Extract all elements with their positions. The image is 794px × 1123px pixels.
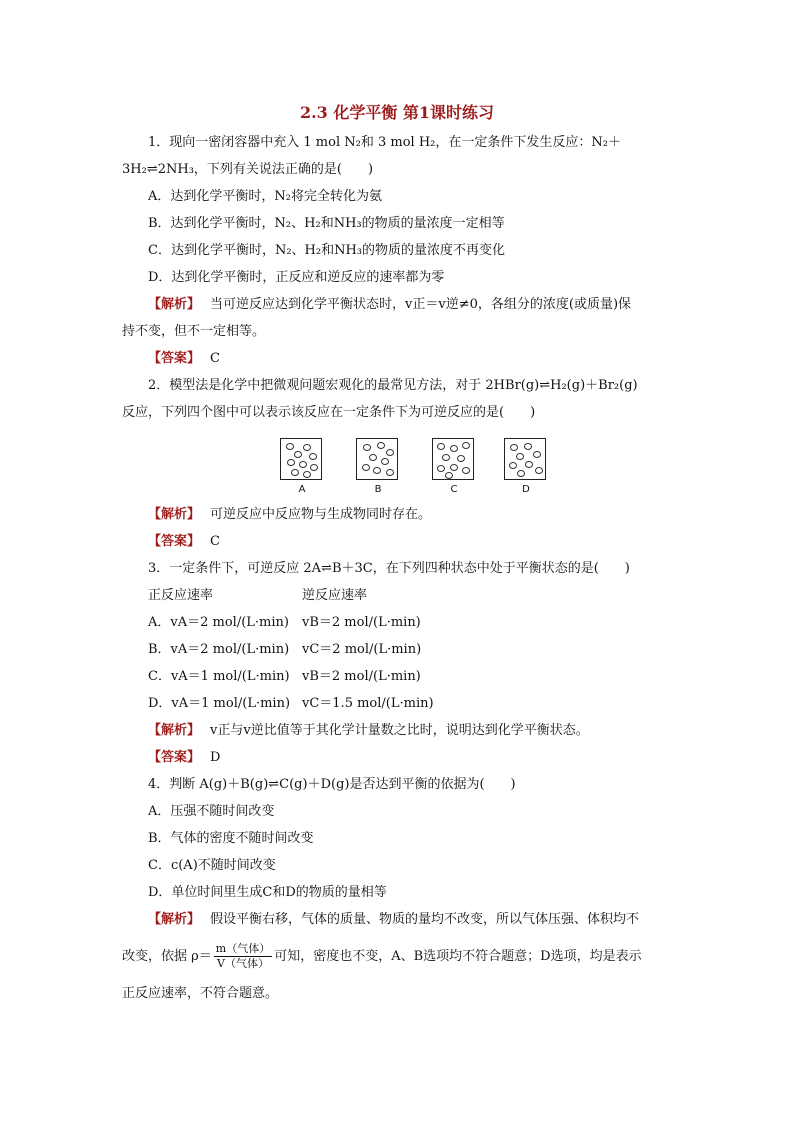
answer-tag: 【答案】: [148, 534, 201, 549]
figure-box: [280, 438, 322, 480]
q1-option-b: B．达到化学平衡时，N₂、H₂和NH₃的物质的量浓度一定相等: [148, 216, 505, 231]
q3-answer: [148, 749, 220, 767]
figure-label: B: [374, 484, 382, 495]
answer-value: C: [210, 351, 220, 366]
q1-analysis-cont: 持不变，但不一定相等。: [122, 324, 266, 339]
analysis-tag: 【解析】: [148, 507, 201, 522]
figure-box: [504, 438, 546, 480]
fraction-denominator: V（气体）: [217, 957, 269, 970]
analysis-text-post: 可知，密度也不变，A、B选项均不符合题意；D选项，均是表示: [274, 949, 642, 964]
q1-analysis: [148, 296, 631, 314]
q1-option-a: A．达到化学平衡时，N₂将完全转化为氨: [148, 189, 382, 204]
figure-box: [432, 438, 474, 480]
q4-analysis: [148, 911, 639, 929]
figure-label: A: [298, 484, 306, 495]
page-title: 2.3 化学平衡 第1课时练习: [299, 103, 495, 122]
analysis-text: 可逆反应中反应物与生成物同时存在。: [210, 507, 432, 522]
density-fraction: [214, 942, 272, 971]
q4-option-d: D．单位时间里生成C和D的物质的量相等: [148, 885, 387, 900]
q3-option-b: B．vA＝2 mol/(L·min): [148, 642, 290, 657]
q3-option-b-reverse: vC＝2 mol/(L·min): [302, 642, 422, 657]
q4-option-b: B．气体的密度不随时间改变: [148, 831, 314, 846]
figure-label: C: [450, 484, 458, 495]
q1-stem-line2: 3H₂⇌2NH₃，下列有关说法正确的是( ): [122, 162, 374, 177]
analysis-tag: 【解析】: [148, 297, 201, 312]
fraction-numerator: m（气体）: [215, 942, 271, 955]
q3-header-reverse: 逆反应速率: [302, 588, 368, 603]
figure-box: [356, 438, 398, 480]
answer-tag: 【答案】: [148, 351, 201, 366]
analysis-text: 当可逆反应达到化学平衡状态时，v正＝v逆≠0，各组分的浓度(或质量)保: [210, 297, 632, 312]
q4-option-a: A．压强不随时间改变: [148, 804, 275, 819]
q4-analysis-end: 正反应速率，不符合题意。: [122, 986, 279, 1001]
analysis-text-pre: 改变，依据 ρ＝: [122, 949, 212, 964]
q3-option-d: D．vA＝1 mol/(L·min): [148, 696, 291, 711]
q3-option-a: A．vA＝2 mol/(L·min): [148, 615, 289, 630]
answer-tag: 【答案】: [148, 750, 201, 765]
q3-option-d-reverse: vC＝1.5 mol/(L·min): [302, 696, 434, 711]
q2-analysis: [148, 506, 431, 524]
analysis-tag: 【解析】: [148, 723, 201, 738]
analysis-tag: 【解析】: [148, 912, 201, 927]
q3-header-forward: 正反应速率: [148, 588, 214, 603]
q1-answer: [148, 350, 220, 368]
q4-analysis-cont: [122, 942, 642, 971]
q3-stem: 3．一定条件下，可逆反应 2A⇌B＋3C，在下列四种状态中处于平衡状态的是( ): [148, 561, 630, 576]
analysis-text: v正与v逆比值等于其化学计量数之比时，说明达到化学平衡状态。: [210, 723, 589, 738]
q3-option-a-reverse: vB＝2 mol/(L·min): [302, 615, 421, 630]
q3-option-c: C．vA＝1 mol/(L·min): [148, 669, 290, 684]
analysis-text: 假设平衡右移，气体的质量、物质的量均不改变，所以气体压强、体积均不: [210, 912, 640, 927]
q3-option-c-reverse: vB＝2 mol/(L·min): [302, 669, 421, 684]
q1-option-c: C．达到化学平衡时，N₂、H₂和NH₃的物质的量浓度不再变化: [148, 243, 506, 258]
q4-stem: 4．判断 A(g)＋B(g)⇌C(g)＋D(g)是否达到平衡的依据为( ): [148, 777, 516, 792]
q2-answer: [148, 533, 220, 551]
q4-option-c: C．c(A)不随时间改变: [148, 858, 276, 873]
q1-option-d: D．达到化学平衡时，正反应和逆反应的速率都为零: [148, 270, 445, 285]
q3-analysis: [148, 722, 589, 740]
q2-stem-line2: 反应，下列四个图中可以表示该反应在一定条件下为可逆反应的是( ): [122, 405, 536, 420]
q1-stem-line1: 1．现向一密闭容器中充入 1 mol N₂和 3 mol H₂，在一定条件下发生反应：N₂＋: [148, 135, 621, 150]
figure-label: D: [522, 484, 530, 495]
answer-value: D: [210, 750, 221, 765]
answer-value: C: [210, 534, 220, 549]
q2-stem-line1: 2．模型法是化学中把微观问题宏观化的最常见方法，对于 2HBr(g)⇌H₂(g)＋Br₂(g): [148, 378, 638, 393]
